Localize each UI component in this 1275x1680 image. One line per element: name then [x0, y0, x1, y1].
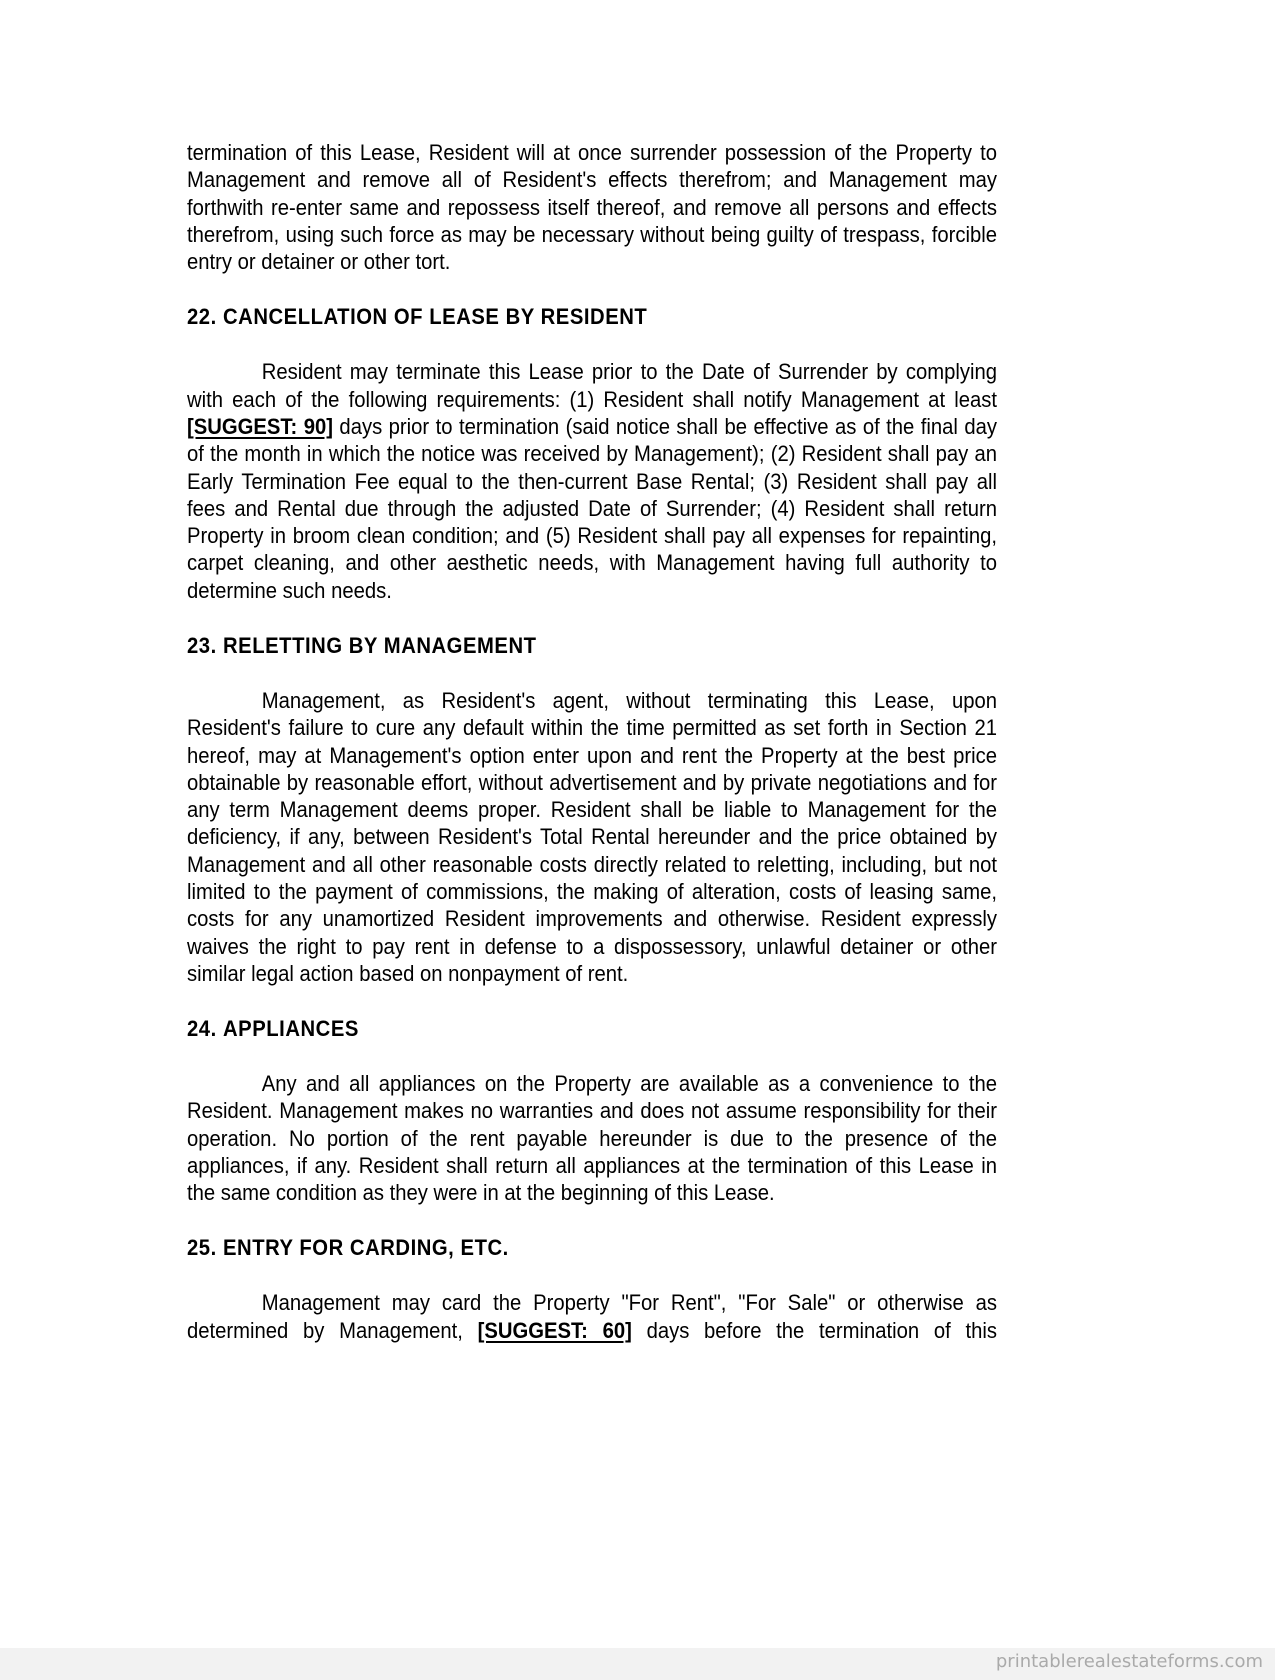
section-heading-24 — [187, 1015, 997, 1042]
section-heading-25 — [187, 1234, 997, 1261]
section-number: 25. — [187, 1235, 217, 1261]
watermark-link[interactable]: printablerealestateforms.com — [995, 1651, 1263, 1672]
paragraph-text: Management may card the Property "For Rent", "For Sale" or otherwise as determined by Management, — [187, 1290, 997, 1343]
section-title: RELETTING BY MANAGEMENT — [223, 632, 537, 658]
section-heading-23 — [187, 632, 997, 659]
section-22-paragraph — [187, 358, 997, 604]
paragraph-text: days before the termination of this — [631, 1317, 997, 1343]
section-25-paragraph — [187, 1289, 997, 1344]
opening-paragraph: termination of this Lease, Resident will at once surrender possession of the Property to Management and remove all of Resident's effects therefrom; and Management may forthwith re-enter same and repossess itself thereof, and remove all persons and effects therefrom, using such force as may be necessary without being guilty of trespass, forcible entry or detainer or other tort. — [187, 140, 997, 275]
paragraph-text: days prior to termination (said notice shall be effective as of the final day of the month in which the notice was received by Management); (2) Resident shall pay an Early Termination Fee equal to the then-current Base Rental; (3) Resident shall pay all fees and Rental due through the adjusted Date of Surrender; (4) Resident shall return Property in broom clean condition; and (5) Resident shall pay all expenses for repainting, carpet cleaning, and other aesthetic needs, with Management having full authority to determine such needs. — [187, 413, 997, 603]
suggest-placeholder-90: [SUGGEST: 90] — [187, 413, 333, 439]
section-24-paragraph: Any and all appliances on the Property are available as a convenience to the Resident. Management makes no warranties and does not assume responsibility for their operation. No portion of the rent payable hereunder is due to the presence of the appliances, if any. Resident shall return all appliances at the termination of this Lease in the same condition as they were in at the beginning of this Lease. — [187, 1071, 997, 1206]
suggest-placeholder-60: [SUGGEST: 60] — [477, 1317, 632, 1343]
document-page — [187, 139, 997, 1344]
section-title: APPLIANCES — [223, 1016, 359, 1041]
section-23-paragraph: Management, as Resident's agent, without terminating this Lease, upon Resident's failure to cure any default within the time permitted as set forth in Section 21 hereof, may at Management's option enter upon and rent the Property at the best price obtainable by reasonable effort, without advertisement and by private negotiations and for any term Management deems proper. Resident shall be liable to Management for the deficiency, if any, between Resident's Total Rental hereunder and the price obtained by Management and all other reasonable costs directly related to reletting, including, but not limited to the payment of commissions, the making of alteration, costs of leasing same, costs for any unamortized Resident improvements and otherwise. Resident expressly waives the right to pay rent in defense to a dispossessory, unlawful detainer or other similar legal action based on nonpayment of rent. — [187, 687, 997, 986]
section-number: 22. — [187, 304, 217, 330]
section-number: 24. — [187, 1016, 217, 1041]
paragraph-text: Resident may terminate this Lease prior to the Date of Surrender by complying with each of the following requirements: (1) Resident shall notify Management at least — [187, 359, 997, 412]
footer-bar — [0, 1648, 1275, 1680]
section-title: CANCELLATION OF LEASE BY RESIDENT — [223, 304, 648, 330]
section-heading-22 — [187, 303, 997, 330]
section-title: ENTRY FOR CARDING, ETC. — [223, 1235, 509, 1261]
section-number: 23. — [187, 632, 217, 658]
